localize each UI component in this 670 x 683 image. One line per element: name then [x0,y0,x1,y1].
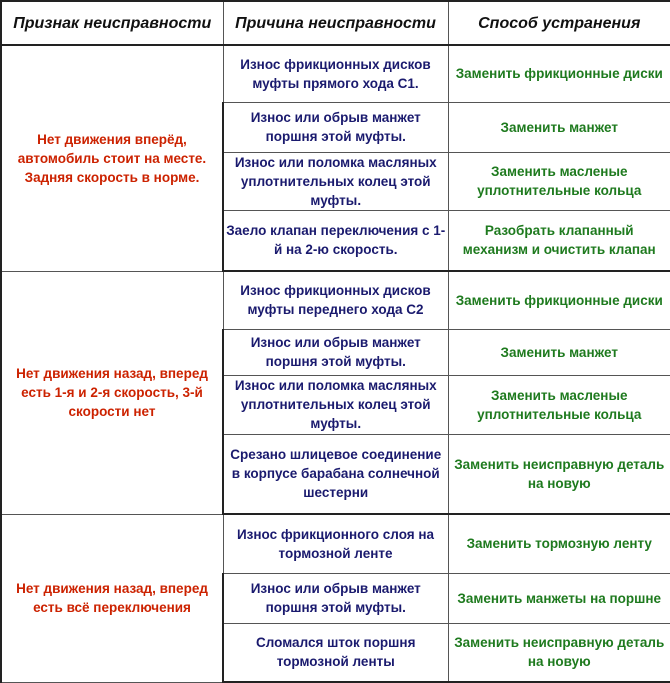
fix-cell: Заменить тормозную ленту [448,514,670,573]
fix-cell: Заменить неисправную деталь на новую [448,623,670,682]
cause-cell: Износ фрикционных дисков муфты прямого хода С1. [223,45,448,102]
fix-cell: Заменить манжет [448,329,670,375]
cause-cell: Срезано шлицевое соединение в корпусе барабана солнечной шестерни [223,434,448,514]
symptom-cell: Нет движения назад, вперед есть 1-я и 2-я скорость, 3-й скорости нет [1,271,223,514]
fix-cell: Разобрать клапанный механизм и очистить клапан [448,210,670,271]
fix-cell: Заменить фрикционные диски [448,271,670,329]
cause-cell: Заело клапан переключения с 1-й на 2-ю скорость. [223,210,448,271]
header-symptom: Признак неисправности [1,1,223,45]
fix-cell: Заменить неисправную деталь на новую [448,434,670,514]
cause-cell: Износ или обрыв манжет поршня этой муфты. [223,102,448,152]
cause-cell: Износ фрикционных дисков муфты переднего хода С2 [223,271,448,329]
cause-cell: Сломался шток поршня тормозной ленты [223,623,448,682]
cause-cell: Износ или обрыв манжет поршня этой муфты. [223,573,448,623]
fix-cell: Заменить манжет [448,102,670,152]
cause-cell: Износ фрикционного слоя на тормозной ленте [223,514,448,573]
fix-cell: Заменить фрикционные диски [448,45,670,102]
symptom-cell: Нет движения вперёд, автомобиль стоит на месте. Задняя скорость в норме. [1,45,223,271]
table-row [1,271,670,329]
cause-cell: Износ или поломка масляных уплотнительных колец этой муфты. [223,375,448,434]
header-row [1,1,670,45]
cause-cell: Износ или поломка масляных уплотнительных колец этой муфты. [223,152,448,210]
fix-cell: Заменить манжеты на поршне [448,573,670,623]
fix-cell: Заменить масленые уплотнительные кольца [448,375,670,434]
fix-cell: Заменить масленые уплотнительные кольца [448,152,670,210]
cause-cell: Износ или обрыв манжет поршня этой муфты. [223,329,448,375]
header-fix: Способ устранения [448,1,670,45]
table-row [1,514,670,573]
table-row [1,45,670,102]
header-cause: Причина неисправности [223,1,448,45]
symptom-cell: Нет движения назад, вперед есть всё переключения [1,514,223,682]
